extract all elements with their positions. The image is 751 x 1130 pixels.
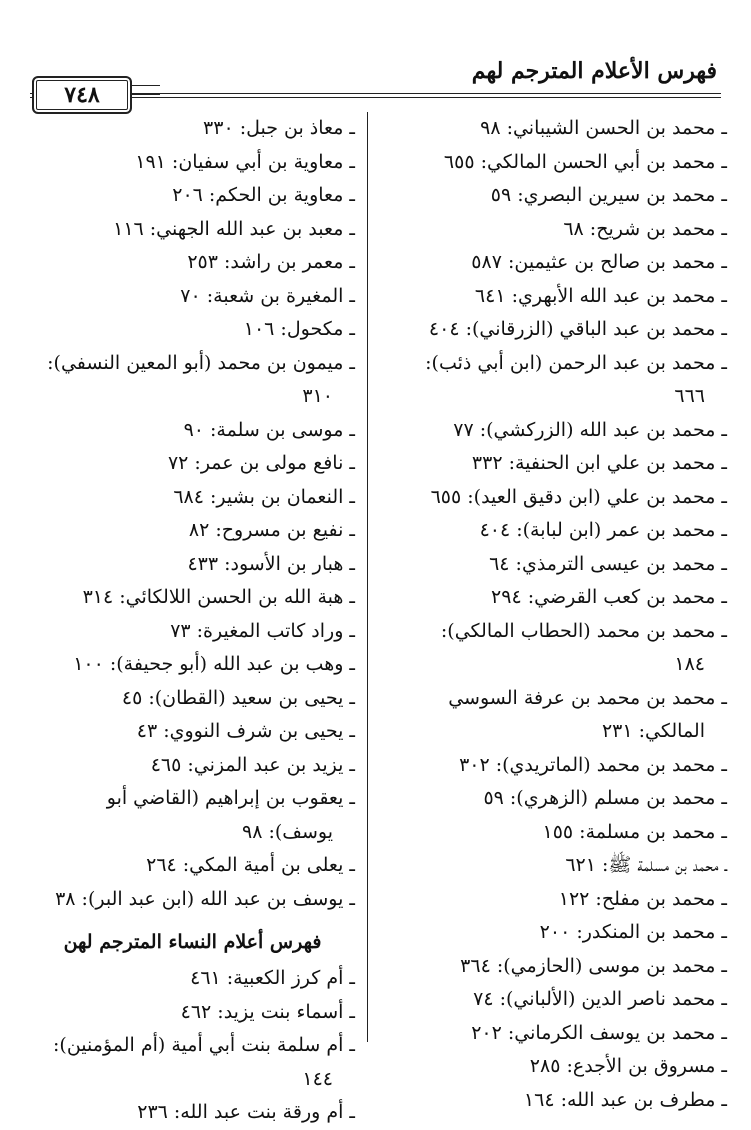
index-entry: ـ أم كرز الكعبية: ٤٦١ [190, 967, 355, 989]
index-entry: ـ موسى بن سلمة: ٩٠ [183, 418, 355, 441]
index-entry: ـ هبار بن الأسود: ٤٣٣ [187, 552, 355, 575]
index-entry: ـ النعمان بن بشير: ٦٨٤ [173, 485, 355, 508]
men-entries-left [30, 112, 355, 916]
index-entry: ـ هبة الله بن الحسن اللالكائي: ٣١٤ [82, 586, 355, 608]
column-divider [367, 112, 368, 1042]
index-entry: ـ محمد ناصر الدين (الألباني): ٧٤ [473, 988, 727, 1010]
index-entry: ـ معاوية بن أبي سفيان: ١٩١ [135, 150, 355, 173]
index-entry: ـ معاوية بن الحكم: ٢٠٦ [172, 184, 355, 206]
index-entry: ـ معمر بن راشد: ٢٥٣ [187, 251, 355, 273]
index-entry: ـ محمد بن كعب القرضي: ٢٩٤ [491, 586, 727, 608]
index-entry: ـ يحيى بن سعيد (القطان): ٤٥ [121, 686, 355, 709]
index-entry: ـ محمد بن عبد الباقي (الزرقاني): ٤٠٤ [428, 318, 727, 340]
index-entry: ـ نفيع بن مسروح: ٨٢ [188, 519, 355, 541]
index-entry: ـ محمد بن شريح: ٦٨ [563, 217, 727, 240]
index-entry: ـ يحيى بن شرف النووي: ٤٣ [136, 720, 355, 742]
index-entry: ـ محمد بن مسلمة: ١٥٥ [542, 820, 727, 843]
index-entry: ـ وهب بن عبد الله (أبو جحيفة): ١٠٠ [73, 653, 355, 675]
index-entry: ـ محمد بن محمد بن عرفة السوسي [448, 686, 727, 709]
index-entry: ـ محمد بن عبد الله (الزركشي): ٧٧ [453, 418, 727, 441]
page-number: ٧٤٨ [32, 76, 132, 114]
index-entry: ـ محمد بن مسلمة ﷺ: ٦٢١ [565, 854, 727, 876]
index-entry: ـ محمد بن عمر (ابن لبابة): ٤٠٤ [479, 519, 727, 541]
index-entry: ـ ميمون بن محمد (أبو المعين النسفي): [47, 351, 355, 374]
index-entry: ـ مطرف بن عبد الله: ١٦٤ [523, 1088, 727, 1111]
index-entry: ـ محمد بن محمد (الحطاب المالكي): [440, 619, 727, 642]
index-entry: ـ محمد بن صالح بن عثيمين: ٥٨٧ [471, 251, 727, 273]
index-entry: ـ محمد بن يوسف الكرماني: ٢٠٢ [471, 1021, 727, 1044]
index-entry-continuation: ٦٦٦ [674, 385, 705, 407]
index-entry: ـ وراد كاتب المغيرة: ٧٣ [170, 619, 355, 642]
index-entry: ـ محمد بن عيسى الترمذي: ٦٤ [489, 552, 727, 575]
index-entry: ـ مسروق بن الأجدع: ٢٨٥ [529, 1055, 727, 1077]
index-entry: ـ أسماء بنت يزيد: ٤٦٢ [180, 1000, 355, 1023]
index-entry: ـ محمد بن عبد الرحمن (ابن أبي ذئب): [425, 351, 727, 374]
index-entry: ـ يوسف بن عبد الله (ابن عبد البر): ٣٨ [55, 887, 355, 910]
index-entry: ـ محمد بن موسى (الحازمي): ٣٦٤ [460, 954, 727, 977]
index-entry-continuation: ١٨٤ [674, 653, 705, 675]
page-title: فهرس الأعلام المترجم لهم [471, 58, 717, 84]
index-column-left [30, 112, 355, 1130]
index-entry: ـ مكحول: ١٠٦ [243, 318, 355, 340]
index-entry: ـ يعلى بن أمية المكي: ٢٦٤ [146, 854, 355, 876]
index-entry: ـ محمد بن الحسن الشيباني: ٩٨ [480, 117, 727, 139]
index-entry-continuation: يوسف): ٩٨ [242, 820, 333, 843]
index-entry: ـ نافع مولى بن عمر: ٧٢ [167, 452, 355, 474]
index-entry: ـ محمد بن محمد (الماتريدي): ٣٠٢ [459, 753, 727, 776]
index-entry: ـ معاذ بن جبل: ٣٣٠ [203, 117, 355, 139]
page-number-ornament [130, 85, 160, 95]
index-entry: ـ محمد بن أبي الحسن المالكي: ٦٥٥ [443, 150, 727, 173]
index-entry: ـ محمد بن عبد الله الأبهري: ٦٤١ [474, 284, 727, 307]
index-entry-continuation: ١٤٤ [302, 1067, 333, 1090]
index-entry: ـ معبد بن عبد الله الجهني: ١١٦ [113, 217, 355, 240]
index-entry: ـ محمد بن سيرين البصري: ٥٩ [490, 184, 727, 206]
women-section-heading: فهرس أعلام النساء المترجم لهن [63, 931, 322, 953]
index-entry: ـ أم ورقة بنت عبد الله: ٢٣٦ [137, 1101, 355, 1123]
index-entry: ـ محمد بن علي (ابن دقيق العيد): ٦٥٥ [430, 485, 727, 508]
index-entry: ـ يعقوب بن إبراهيم (القاضي أبو [106, 787, 355, 809]
index-entry: ـ أم سلمة بنت أبي أمية (أم المؤمنين): [53, 1034, 355, 1056]
index-entry-continuation: المالكي: ٢٣١ [601, 720, 705, 742]
index-entry: ـ المغيرة بن شعبة: ٧٠ [180, 284, 355, 307]
index-column-right [397, 112, 727, 1117]
header-rule-bottom [30, 97, 721, 98]
women-entries [30, 962, 355, 1130]
index-entry-continuation: ٣١٠ [302, 385, 333, 407]
index-entry: ـ محمد بن علي ابن الحنفية: ٣٣٢ [471, 452, 727, 474]
index-entry: ـ محمد بن مفلح: ١٢٢ [558, 887, 727, 910]
index-entry: ـ يزيد بن عبد المزني: ٤٦٥ [150, 753, 355, 776]
index-entry: ـ محمد بن مسلم (الزهري): ٥٩ [483, 787, 727, 809]
index-entry: ـ محمد بن المنكدر: ٢٠٠ [539, 921, 727, 943]
